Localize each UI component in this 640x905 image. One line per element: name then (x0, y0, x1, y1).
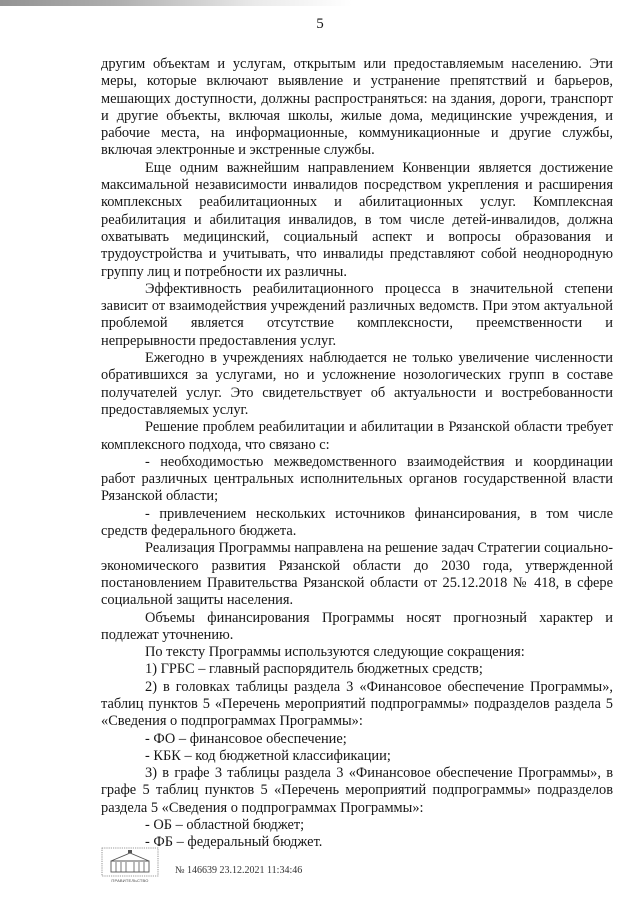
page-number: 5 (316, 16, 324, 32)
abbreviation-item-2: 2) в головках таблицы раздела 3 «Финансовое обеспечение Программы», таблиц пунктов 5 «Перечень мероприятий подпрограммы» подразделов раздела 5 «Сведения о подпрограммах Программы»: (101, 678, 613, 730)
list-item-financing: - привлечением нескольких источников финансирования, в том числе средств федерального бюджета. (101, 505, 613, 540)
abbreviation-fo: - ФО – финансовое обеспечение; (145, 730, 347, 747)
registration-number: № 146639 23.12.2021 11:34:46 (175, 865, 303, 876)
scan-edge (0, 0, 640, 6)
paragraph-funding: Объемы финансирования Программы носят прогнозный характер и подлежат уточнению. (101, 609, 613, 643)
stamp-caption: ПРАВИТЕЛЬСТВО (111, 878, 149, 883)
paragraph-4: Ежегодно в учреждениях наблюдается не только увеличение численности обратившихся за услугами, но и усложнение нозологических групп в составе получателей услуг. Это свидетельствует об актуальности и востребованности предоставляемых услуг. (101, 350, 613, 418)
document-footer (101, 847, 401, 887)
document-body (101, 56, 613, 852)
abbreviation-fb: - ФБ – федеральный бюджет. (145, 834, 323, 851)
paragraph-1: другим объектам и услугам, открытым или предоставляемым населению. Эти меры, которые включают выявление и устранение препятствий и барьеров, мешающих доступности, должны распространяться: на здания, дороги, транспорт и другие объекты, включая школы, жилые дома, медицинские учреждения, и рабочие места, на информационные, коммуникационные и другие службы, включая электронные и экстренные службы. (101, 56, 613, 159)
abbreviation-kbk: - КБК – код бюджетной классификации; (145, 747, 391, 764)
abbreviation-ob: - ОБ – областной бюджет; (145, 817, 305, 834)
paragraph-2: Еще одним важнейшим направлением Конвенции является достижение максимальной независимости инвалидов посредством укрепления и расширения комплексных реабилитационных и абилитационных услуг. Комплексная реабилитация и абилитация инвалидов, в том числе детей-инвалидов, должна охватывать медицинский, социальный аспект и вопросы образования и трудоустройства и учитывать, что инвалиды представляют собой неоднородную группу лиц и потребности их различны. (101, 159, 613, 280)
abbreviation-item-3: 3) в графе 3 таблицы раздела 3 «Финансовое обеспечение Программы», в графе 5 таблиц пунктов 5 «Перечень мероприятий подпрограммы» подразделов раздела 5 «Сведения о подпрограммах Программы»: (101, 765, 613, 816)
paragraph-implementation: Реализация Программы направлена на решение задач Стратегии социально-экономического развития Рязанской области до 2030 года, утвержденной постановлением Правительства Рязанской области от 25.12.2018 № 418, в сфере социальной защиты населения. (101, 540, 614, 609)
paragraph-3: Эффективность реабилитационного процесса в значительной степени зависит от взаимодействия учреждений различных ведомств. При этом актуальной проблемой является отсутствие комплексности, преемственности и непрерывности предоставления услуг. (101, 280, 613, 349)
paragraph-abbreviations-intro: По тексту Программы используются следующие сокращения: (145, 644, 525, 661)
paragraph-5: Решение проблем реабилитации и абилитации в Рязанской области требует комплексного подхода, что связано с: (101, 419, 613, 453)
government-building-stamp-icon (101, 847, 159, 877)
list-item-coordination: - необходимостью межведомственного взаимодействия и координации работ различных центральных исполнительных органов государственной власти Рязанской области; (101, 453, 613, 505)
abbreviation-item-1: 1) ГРБС – главный распорядитель бюджетных средств; (145, 661, 483, 678)
